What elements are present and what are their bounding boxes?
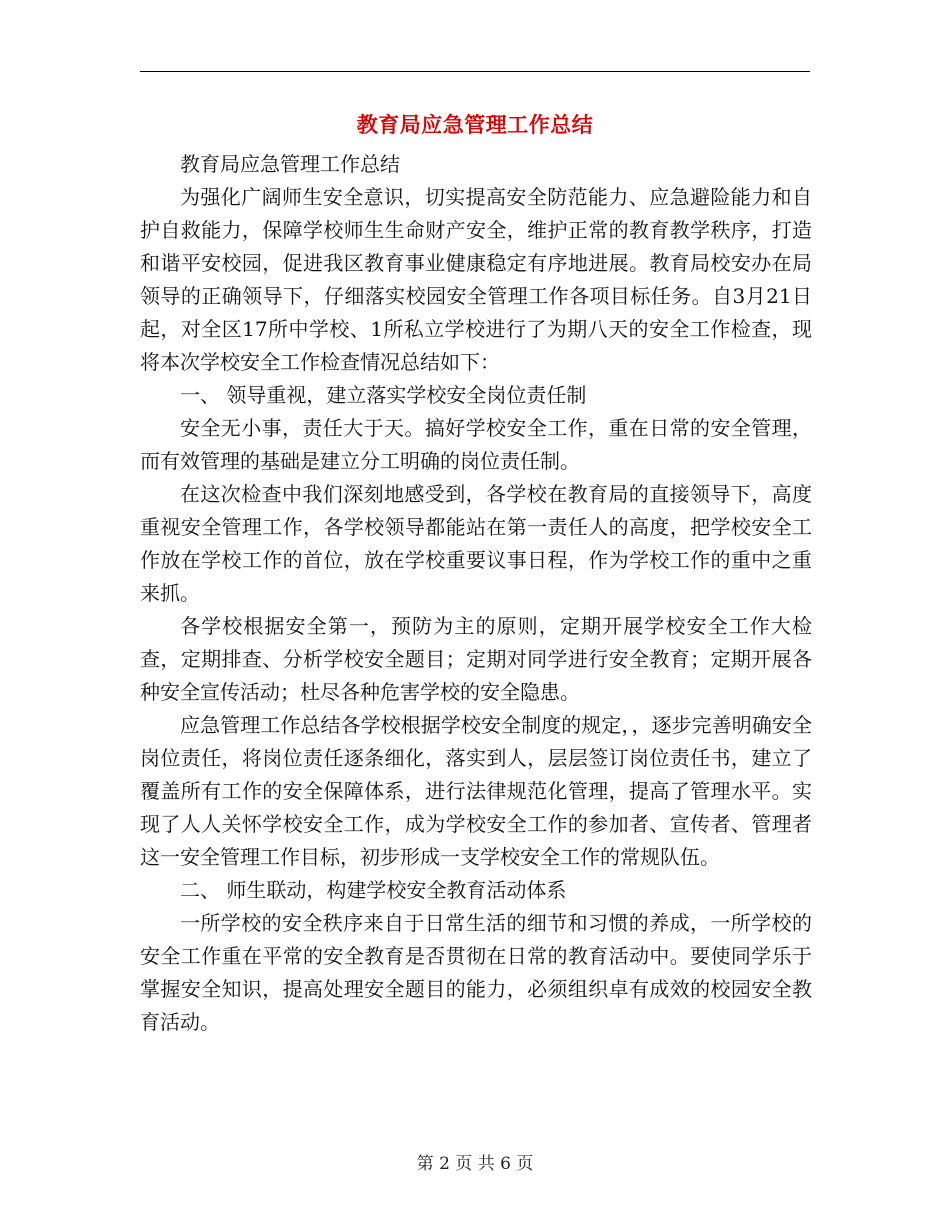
section-heading-2: 二、 师生联动，构建学校安全教育活动体系 [180,878,567,902]
paragraph: 应急管理工作总结各学校根据学校安全制度的规定，，逐步完善明确安全岗位责任，将岗位责任逐条细化，落实到人，层层签订岗位责任书，建立了覆盖所有工作的安全保障体系，进行法律规范化管理，提高了管理水平。实现了人人关怀学校安全工作，成为学校安全工作的参加者、宣传者、管理者这一安全管理工作目标，初步形成一支学校安全工作的常规队伍。 [140,713,812,869]
section-heading-1: 一、 领导重视，建立落实学校安全岗位责任制 [180,383,587,407]
page-number: 第 2 页 共 6 页 [416,1154,534,1174]
paragraph: 安全无小事，责任大于天。搞好学校安全工作，重在日常的安全管理，而有效管理的基础是建立分工明确的岗位责任制。 [140,416,812,473]
paragraph: 一所学校的安全秩序来自于日常生活的细节和习惯的养成，一所学校的安全工作重在平常的安全教育是否贯彻在日常的教育活动中。要使同学乐于掌握安全知识，提高处理安全题目的能力，必须组织卓有成效的校园安全教育活动。 [140,911,812,1034]
paragraph-intro: 为强化广阔师生安全意识，切实提高安全防范能力、应急避险能力和自护自救能力，保障学校师生生命财产安全，维护正常的教育教学秩序，打造和谐平安校园，促进我区教育事业健康稳定有序地进展。教育局校安办在局领导的正确领导下，仔细落实校园安全管理工作各项目标任务。自3月21日起，对全区17所中学校、1所私立学校进行了为期八天的安全工作检查，现将本次学校安全工作检查情况总结如下： [140,185,812,374]
paragraph-subtitle: 教育局应急管理工作总结 [180,152,400,176]
document-title: 教育局应急管理工作总结 [356,113,594,137]
header-rule [140,71,810,72]
paragraph: 各学校根据安全第一，预防为主的原则，定期开展学校安全工作大检查，定期排查、分析学校安全题目；定期对同学进行安全教育；定期开展各种安全宣传活动；杜尽各种危害学校的安全隐患。 [140,614,812,704]
paragraph: 在这次检查中我们深刻地感受到，各学校在教育局的直接领导下，高度重视安全管理工作，各学校领导都能站在第一责任人的高度，把学校安全工作放在学校工作的首位，放在学校重要议事日程，作为学校工作的重中之重来抓。 [140,482,812,605]
document-body [140,148,812,1039]
